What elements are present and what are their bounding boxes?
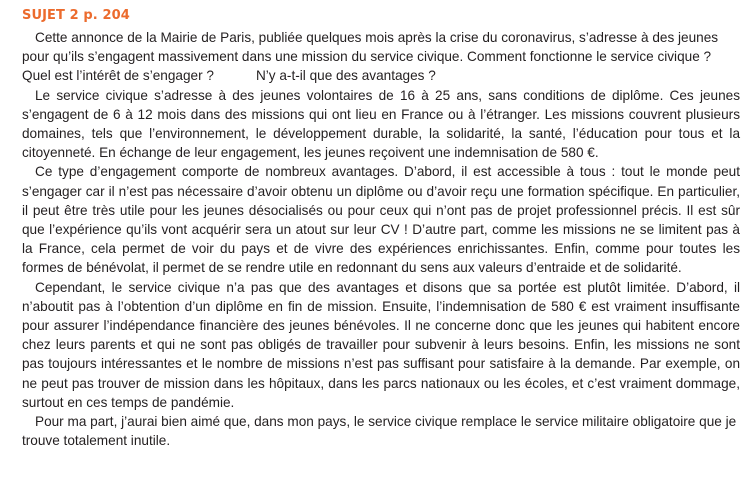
paragraph-introduction-question: N’y a-t-il que des avantages ? bbox=[255, 68, 436, 84]
paragraph-introduction bbox=[22, 28, 740, 86]
paragraph-introduction-text: Cette annonce de la Mairie de Paris, publiée quelques mois après la crise du coronavirus, s’adresse à des jeunes pour qu’ils s’engagent massivement dans une mission du service civique. Comment fonctionne le service civique ? Quel est l’intérêt de s’engager ? bbox=[22, 30, 719, 84]
subject-heading: SUJET 2 p. 204 bbox=[22, 8, 130, 23]
paragraph-presentation: Le service civique s’adresse à des jeunes volontaires de 16 à 25 ans, sans conditions de diplôme. Ces jeunes s’engagent de 6 à 12 mois dans des missions qui ont lieu en France ou à l’étranger. Les missions couvrent plusieurs domaines, tels que l’environnement, le développement durable, la solidarité, la santé, l’éducation pour tous et la citoyenneté. En échange de leur engagement, les jeunes reçoivent une indemnisation de 580 €. bbox=[22, 87, 740, 161]
paragraph-limits: Cependant, le service civique n’a pas que des avantages et disons que sa portée est plutôt limitée. D’abord, il n’aboutit pas à l’obtention d’un diplôme en fin de mission. Ensuite, l’indemnisation de 580 € est vraiment insuffisante pour assurer l’indépendance financière des jeunes bénévoles. Il ne concerne donc que les jeunes qui habitent encore chez leurs parents et qui ne sont pas obligés de travailler pour subvenir à leurs besoins. Enfin, les missions ne sont pas toujours intéressantes et le nombre de missions n’est pas suffisant pour satisfaire à la demande. Par exemple, on ne peut pas trouver de mission dans les hôpitaux, dans les parcs nationaux ou les écoles, et c’est vraiment dommage, surtout en ces temps de pandémie. bbox=[22, 279, 740, 410]
paragraph-conclusion: Pour ma part, j’aurai bien aimé que, dans mon pays, le service civique remplace le service militaire obligatoire que je trouve totalement inutile. bbox=[22, 414, 737, 449]
essay-body bbox=[22, 28, 740, 450]
paragraph-advantages: Ce type d’engagement comporte de nombreux avantages. D’abord, il est accessible à tous : tout le monde peut s’engager car il n’est pas nécessaire d’avoir obtenu un diplôme ou d’avoir reçu une formation spécifique. En particulier, il peut être très utile pour les jeunes désocialisés ou pour ceux qui n’ont pas de projet professionnel précis. Il est sûr que l’expérience qu’ils vont acquérir sera un atout sur leur CV ! D’autre part, comme les missions ne se limitent pas à la France, cela permet de voir du pays et de vivre des expériences enrichissantes. Enfin, comme pour toutes les formes de bénévolat, il permet de se rendre utile en redonnant du sens aux valeurs d’entraide et de solidarité. bbox=[22, 164, 740, 276]
